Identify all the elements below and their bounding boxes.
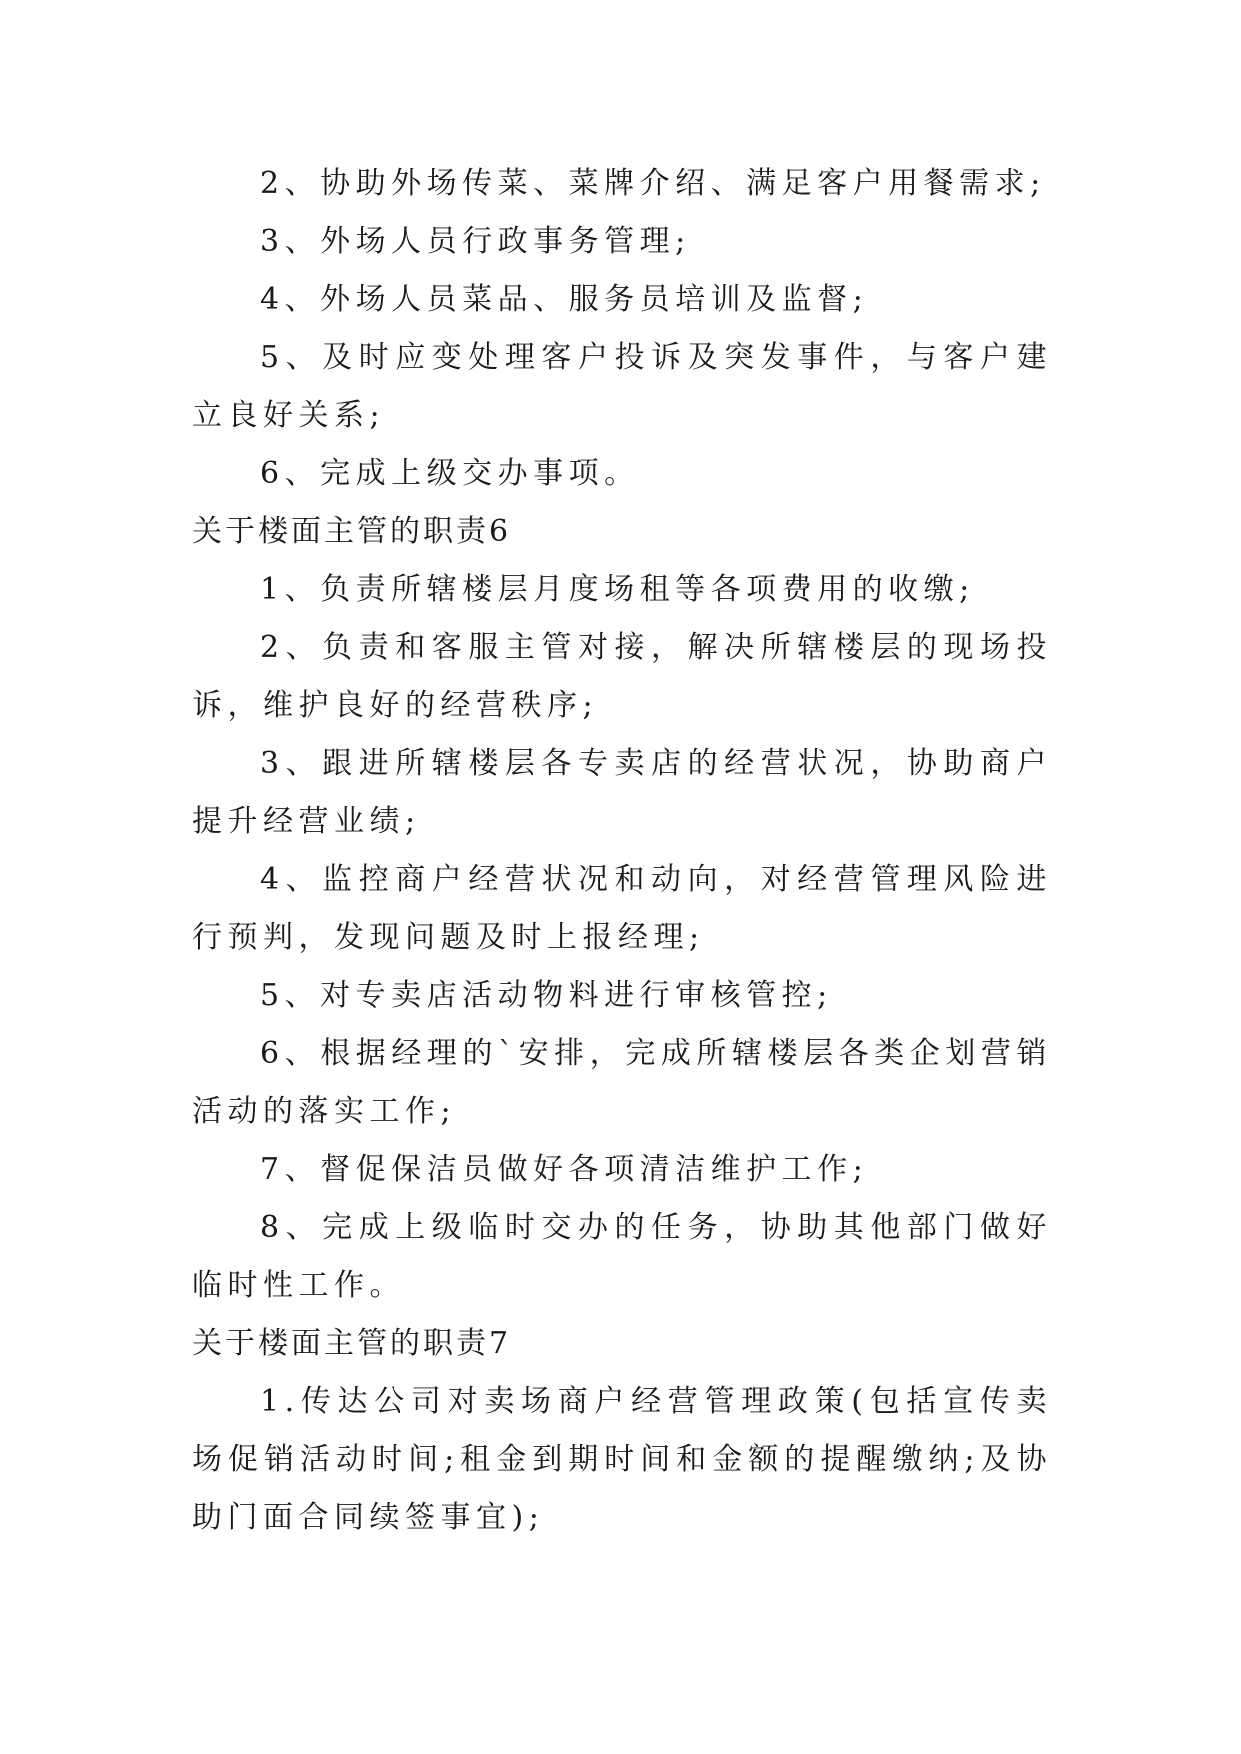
- duty-item: 6、根据经理的`安排，完成所辖楼层各类企划营销活动的落实工作;: [192, 1036, 1052, 1129]
- duty-item: 2、负责和客服主管对接，解决所辖楼层的现场投诉，维护良好的经营秩序;: [192, 630, 1052, 723]
- section-heading: 关于楼面主管的职责7: [192, 1326, 512, 1361]
- duty-item: 8、完成上级临时交办的任务，协助其他部门做好临时性工作。: [192, 1210, 1052, 1303]
- duty-item: 1.传达公司对卖场商户经营管理政策(包括宣传卖场促销活动时间;租金到期时间和金额的提醒缴纳;及协助门面合同续签事宜);: [192, 1384, 1052, 1535]
- duty-item: 5、对专卖店活动物料进行审核管控;: [260, 978, 833, 1013]
- document-body: [192, 155, 1052, 1547]
- duty-item: 3、跟进所辖楼层各专卖店的经营状况，协助商户提升经营业绩;: [192, 746, 1052, 839]
- duty-item: 1、负责所辖楼层月度场租等各项费用的收缴;: [260, 572, 975, 607]
- duty-item: 7、督促保洁员做好各项清洁维护工作;: [260, 1152, 869, 1187]
- duty-item: 4、监控商户经营状况和动向，对经营管理风险进行预判，发现问题及时上报经理;: [192, 862, 1052, 955]
- duty-item: 2、协助外场传菜、菜牌介绍、满足客户用餐需求;: [260, 166, 1046, 201]
- section-heading: 关于楼面主管的职责6: [192, 514, 512, 549]
- duty-item: 3、外场人员行政事务管理;: [260, 224, 691, 259]
- duty-item: 6、完成上级交办事项。: [260, 456, 640, 491]
- duty-item: 4、外场人员菜品、服务员培训及监督;: [260, 282, 869, 317]
- duty-item: 5、及时应变处理客户投诉及突发事件，与客户建立良好关系;: [192, 340, 1052, 433]
